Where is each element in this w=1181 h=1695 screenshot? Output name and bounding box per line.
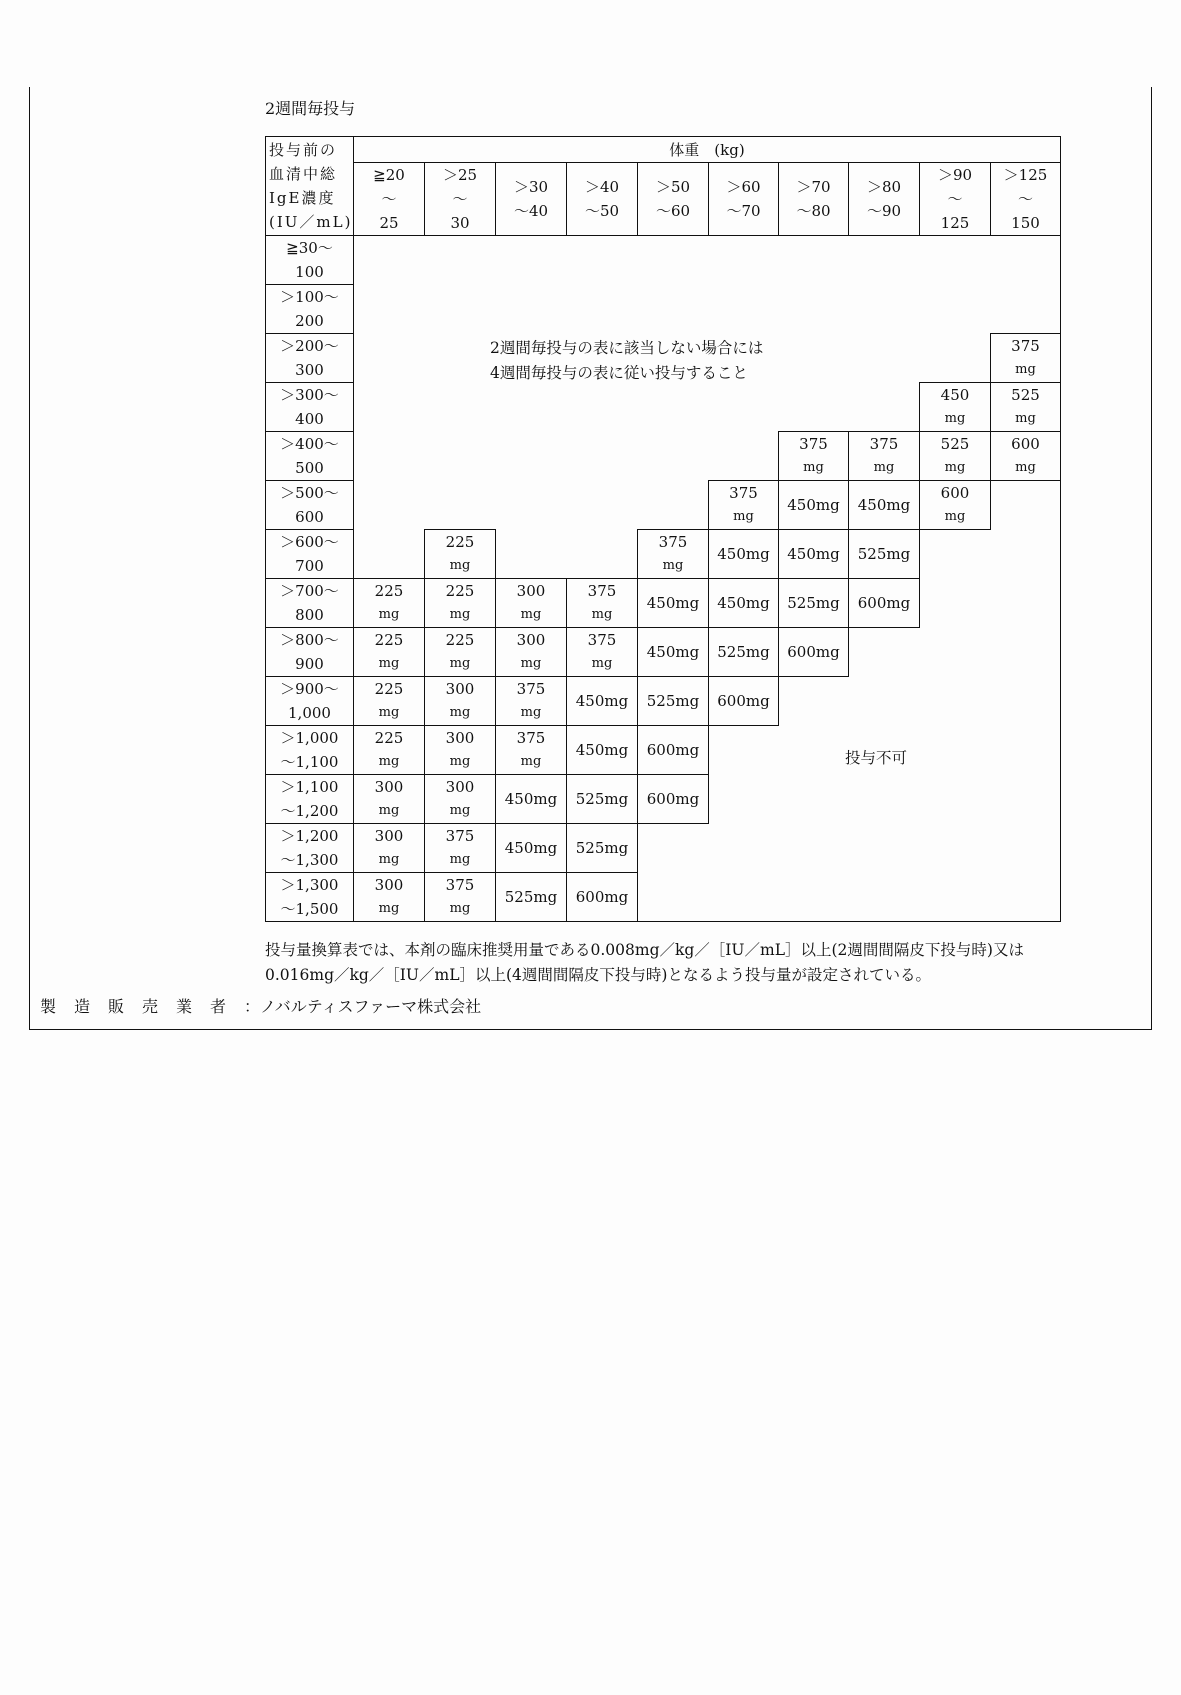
dose-cell: 450mg <box>638 579 709 628</box>
empty-cell <box>849 824 920 873</box>
dose-cell: 225 mg <box>354 579 425 628</box>
not-allowed-note: 投与不可 <box>845 749 908 767</box>
ige-range: ＞500～ 600 <box>266 481 354 530</box>
table-row <box>266 432 1061 481</box>
table-row <box>266 628 1061 677</box>
empty-cell <box>920 726 991 775</box>
dose-cell: 450mg <box>709 579 779 628</box>
empty-cell <box>849 873 920 922</box>
ige-range: ≧30～ 100 <box>266 236 354 285</box>
empty-cell <box>920 677 991 726</box>
ige-header: 投与前の 血清中総 IgE濃度 (IU／mL) <box>266 137 354 236</box>
dose-cell: 225 mg <box>354 677 425 726</box>
dose-cell: 525 mg <box>991 383 1061 432</box>
empty-cell <box>779 873 849 922</box>
dose-cell: 300 mg <box>496 579 567 628</box>
empty-cell <box>567 432 638 481</box>
empty-cell <box>920 334 991 383</box>
empty-cell <box>496 530 567 579</box>
weight-column-header: ＞90 ～ 125 <box>920 163 991 236</box>
empty-cell <box>638 432 709 481</box>
table-row <box>266 383 1061 432</box>
dose-cell: 525mg <box>567 824 638 873</box>
empty-cell <box>496 432 567 481</box>
dose-cell: 450mg <box>567 677 638 726</box>
empty-cell <box>991 579 1061 628</box>
manufacturer-name: ノバルティスファーマ株式会社 <box>260 997 482 1016</box>
empty-cell <box>425 236 496 285</box>
empty-cell <box>709 383 779 432</box>
empty-cell <box>849 285 920 334</box>
dose-cell: 375 mg <box>638 530 709 579</box>
dose-cell: 225 mg <box>354 628 425 677</box>
table-row <box>266 824 1061 873</box>
empty-cell <box>709 236 779 285</box>
empty-cell <box>496 236 567 285</box>
dose-cell: 600mg <box>709 677 779 726</box>
dose-cell: 525 mg <box>920 432 991 481</box>
empty-cell <box>991 236 1061 285</box>
empty-cell <box>991 677 1061 726</box>
empty-cell <box>567 383 638 432</box>
dose-cell: 300 mg <box>496 628 567 677</box>
table-row <box>266 236 1061 285</box>
dose-cell: 600mg <box>849 579 920 628</box>
table-row <box>266 677 1061 726</box>
weight-column-header: ＞125 ～ 150 <box>991 163 1061 236</box>
dose-cell: 525mg <box>849 530 920 579</box>
empty-cell <box>920 628 991 677</box>
section-title: 2週間毎投与 <box>265 99 356 118</box>
dose-cell: 300 mg <box>354 824 425 873</box>
empty-cell <box>709 775 779 824</box>
ige-range: ＞700～ 800 <box>266 579 354 628</box>
ige-range: ＞1,200 ～1,300 <box>266 824 354 873</box>
ige-range: ＞800～ 900 <box>266 628 354 677</box>
dose-cell: 450mg <box>709 530 779 579</box>
empty-cell <box>354 334 425 383</box>
empty-cell <box>638 285 709 334</box>
empty-cell <box>779 334 849 383</box>
dose-cell: 300 mg <box>354 873 425 922</box>
table-row <box>266 481 1061 530</box>
empty-cell <box>920 824 991 873</box>
empty-cell <box>849 236 920 285</box>
table-row <box>266 726 1061 775</box>
empty-cell <box>638 383 709 432</box>
manufacturer <box>40 994 481 1017</box>
empty-cell <box>496 481 567 530</box>
empty-cell <box>920 236 991 285</box>
dose-cell: 300 mg <box>425 677 496 726</box>
dose-cell: 375 mg <box>425 824 496 873</box>
dose-cell: 450mg <box>496 775 567 824</box>
weight-column-header: ＞30 ～40 <box>496 163 567 236</box>
dose-cell: 450mg <box>779 481 849 530</box>
empty-cell <box>991 285 1061 334</box>
manufacturer-label: 製造販売業者 <box>40 997 245 1016</box>
dose-cell: 600mg <box>638 775 709 824</box>
empty-cell <box>354 285 425 334</box>
empty-cell <box>709 726 779 775</box>
empty-cell <box>638 481 709 530</box>
weight-column-header: ≧20 ～ 25 <box>354 163 425 236</box>
dose-cell: 375 mg <box>496 726 567 775</box>
empty-cell <box>779 383 849 432</box>
empty-cell <box>425 432 496 481</box>
dose-cell: 300 mg <box>425 726 496 775</box>
empty-cell <box>496 285 567 334</box>
weight-column-header: ＞80 ～90 <box>849 163 920 236</box>
empty-cell <box>779 285 849 334</box>
table-row <box>266 873 1061 922</box>
empty-cell <box>991 824 1061 873</box>
empty-cell <box>779 236 849 285</box>
dose-cell: 375 mg <box>567 628 638 677</box>
dose-cell: 525mg <box>709 628 779 677</box>
dose-cell: 225 mg <box>425 579 496 628</box>
dose-cell: 225 mg <box>425 628 496 677</box>
weight-column-header: ＞50 ～60 <box>638 163 709 236</box>
empty-cell <box>638 873 709 922</box>
dose-cell: 225 mg <box>354 726 425 775</box>
ige-range: ＞200～ 300 <box>266 334 354 383</box>
not-applicable-note: 2週間毎投与の表に該当しない場合には 4週間毎投与の表に従い投与すること <box>490 339 764 382</box>
table-row <box>266 775 1061 824</box>
dose-cell: 375 mg <box>709 481 779 530</box>
dose-cell: 525mg <box>638 677 709 726</box>
dose-cell: 450mg <box>496 824 567 873</box>
empty-cell <box>567 530 638 579</box>
empty-cell <box>425 383 496 432</box>
dose-cell: 600 mg <box>920 481 991 530</box>
empty-cell <box>567 236 638 285</box>
empty-cell <box>991 726 1061 775</box>
empty-cell <box>567 481 638 530</box>
ige-range: ＞1,100 ～1,200 <box>266 775 354 824</box>
empty-cell <box>354 530 425 579</box>
empty-cell <box>638 236 709 285</box>
dose-cell: 450 mg <box>920 383 991 432</box>
ige-range: ＞1,300 ～1,500 <box>266 873 354 922</box>
empty-cell <box>920 530 991 579</box>
empty-cell <box>920 285 991 334</box>
empty-cell <box>779 775 849 824</box>
dose-cell: 450mg <box>779 530 849 579</box>
table-row <box>266 285 1061 334</box>
dose-table <box>265 136 1061 922</box>
empty-cell <box>354 432 425 481</box>
weight-column-header: ＞70 ～80 <box>779 163 849 236</box>
empty-cell <box>849 775 920 824</box>
manufacturer-separator: ： <box>244 997 261 1016</box>
empty-cell <box>354 481 425 530</box>
empty-cell <box>849 383 920 432</box>
dose-cell: 225 mg <box>425 530 496 579</box>
dose-cell: 450mg <box>638 628 709 677</box>
dose-cell: 450mg <box>849 481 920 530</box>
empty-cell <box>496 383 567 432</box>
empty-cell <box>849 677 920 726</box>
empty-cell <box>991 481 1061 530</box>
empty-cell <box>779 677 849 726</box>
dose-cell: 300 mg <box>354 775 425 824</box>
weight-column-header: ＞40 ～50 <box>567 163 638 236</box>
empty-cell <box>779 726 849 775</box>
table-row <box>266 579 1061 628</box>
dose-cell: 375 mg <box>849 432 920 481</box>
dose-cell: 600mg <box>567 873 638 922</box>
empty-cell <box>567 285 638 334</box>
dose-cell: 300 mg <box>425 775 496 824</box>
dose-cell: 600 mg <box>991 432 1061 481</box>
dose-cell: 525mg <box>779 579 849 628</box>
dose-cell: 375 mg <box>567 579 638 628</box>
dose-cell: 375 mg <box>991 334 1061 383</box>
weight-column-header: ＞60 ～70 <box>709 163 779 236</box>
empty-cell <box>920 873 991 922</box>
empty-cell <box>709 873 779 922</box>
empty-cell <box>991 873 1061 922</box>
empty-cell <box>920 775 991 824</box>
empty-cell <box>920 579 991 628</box>
dose-cell: 450mg <box>567 726 638 775</box>
empty-cell <box>991 775 1061 824</box>
ige-range: ＞600～ 700 <box>266 530 354 579</box>
dose-cell: 375 mg <box>425 873 496 922</box>
empty-cell <box>991 530 1061 579</box>
ige-range: ＞300～ 400 <box>266 383 354 432</box>
empty-cell <box>849 334 920 383</box>
footnote: 投与量換算表では、本剤の臨床推奨用量である0.008mg／kg／［IU／mL］以上(2週間間隔皮下投与時)又は 0.016mg／kg／［IU／mL］以上(4週間間隔皮下投与時)となるよう投与量が設定されている。 <box>265 941 1024 984</box>
ige-range: ＞1,000 ～1,100 <box>266 726 354 775</box>
dose-cell: 525mg <box>496 873 567 922</box>
dose-cell: 375 mg <box>496 677 567 726</box>
dose-cell: 525mg <box>567 775 638 824</box>
dose-cell: 600mg <box>638 726 709 775</box>
ige-range: ＞100～ 200 <box>266 285 354 334</box>
dose-cell: 375 mg <box>779 432 849 481</box>
empty-cell <box>709 285 779 334</box>
empty-cell <box>425 334 496 383</box>
empty-cell <box>638 824 709 873</box>
empty-cell <box>425 481 496 530</box>
empty-cell <box>991 628 1061 677</box>
weight-column-header: ＞25 ～ 30 <box>425 163 496 236</box>
ige-range: ＞900～ 1,000 <box>266 677 354 726</box>
empty-cell <box>354 383 425 432</box>
empty-cell <box>709 824 779 873</box>
ige-range: ＞400～ 500 <box>266 432 354 481</box>
empty-cell <box>354 236 425 285</box>
table-row <box>266 530 1061 579</box>
empty-cell <box>779 824 849 873</box>
empty-cell <box>709 432 779 481</box>
dose-cell: 600mg <box>779 628 849 677</box>
empty-cell <box>849 628 920 677</box>
weight-header: 体重 (kg) <box>354 137 1061 163</box>
empty-cell <box>425 285 496 334</box>
